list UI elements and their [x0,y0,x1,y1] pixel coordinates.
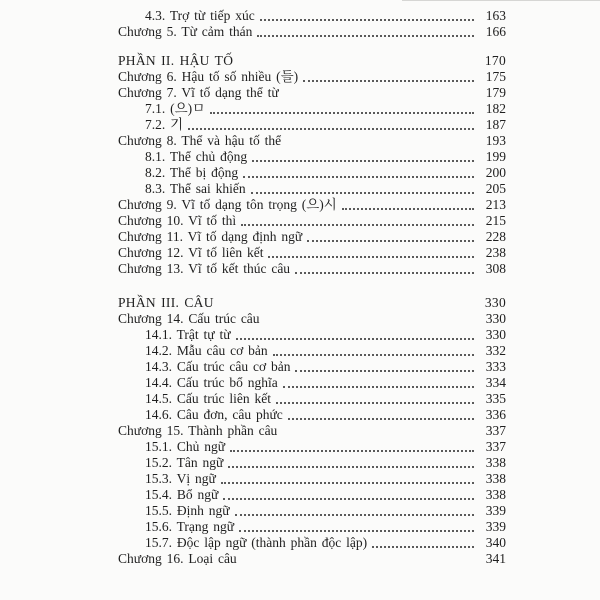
toc-entry [118,343,506,359]
toc-entry [118,295,506,311]
toc-entry-page: 339 [485,519,506,534]
toc-entry-page: 340 [485,535,506,550]
toc-entry-title: 14.4. Cấu trúc bổ nghĩa [145,375,278,390]
toc-entry-title: Chương 13. Vĩ tố kết thúc câu [118,261,291,276]
toc-entry-title: 15.3. Vị ngữ [145,471,216,486]
toc-entry-title: 14.5. Cấu trúc liên kết [145,391,271,406]
toc-entry-title: 7.1. (으)ㅁ [145,101,206,116]
toc-entry [118,181,506,197]
toc-entry-title: 7.2. 기 [145,117,184,132]
dot-leader [303,80,474,82]
toc-entry-page: 338 [485,471,506,486]
toc-entry-page: 337 [485,439,506,454]
dot-leader [210,112,474,114]
dot-leader [221,482,474,484]
dot-leader [230,450,474,452]
dot-leader [257,35,474,37]
toc-entry-title: 15.1. Chủ ngữ [145,439,226,454]
toc-entry [118,487,506,503]
toc-entry [118,69,506,85]
toc-entry [118,391,506,407]
toc-entry [118,149,506,165]
section-gap [118,40,506,53]
toc-entry-title: Chương 7. Vĩ tố dạng thể từ [118,85,279,100]
toc-entry-title: 15.7. Độc lập ngữ (thành phần độc lập) [145,535,368,550]
toc-entry-title: 14.1. Trật tự từ [145,327,231,342]
toc-entry-page: 337 [485,423,506,438]
toc-entry [118,197,506,213]
scan-edge-artifact [402,0,600,1]
toc-entry-page: 339 [485,503,506,518]
toc-entry-page: 338 [485,455,506,470]
toc-entry-page: 334 [485,375,506,390]
toc-entry-title: 15.4. Bổ ngữ [145,487,219,502]
toc-entry-title: 14.3. Cấu trúc câu cơ bản [145,359,291,374]
toc-entry [118,359,506,375]
toc-entry-page: 182 [485,101,506,116]
toc-entry [118,165,506,181]
toc-entry-page: 205 [485,181,506,196]
toc-entry [118,213,506,229]
toc-entry [118,375,506,391]
dot-leader [223,498,474,500]
toc-entry [118,117,506,133]
toc-entry-page: 215 [485,213,506,228]
toc-entry [118,85,506,101]
toc-entry [118,423,506,439]
toc-entry [118,503,506,519]
toc-entry [118,101,506,117]
dot-leader [252,160,474,162]
dot-leader [283,386,474,388]
toc-entry-page: 175 [485,69,506,84]
toc-entry-title: 8.3. Thể sai khiến [145,181,246,196]
toc-entry [118,8,506,24]
toc-entry-title: 15.2. Tân ngữ [145,455,224,470]
toc-entry-page: 200 [485,165,506,180]
toc-entry-page: 179 [485,85,506,100]
dot-leader [276,402,474,404]
toc-entry-title: 14.6. Câu đơn, câu phức [145,407,283,422]
toc-entry-title: Chương 5. Từ cảm thán [118,24,253,39]
toc-entry-page: 330 [485,327,506,342]
toc-entry [118,439,506,455]
toc-entry-page: 199 [485,149,506,164]
toc-entry-title: Chương 15. Thành phần câu [118,423,278,438]
toc-entry-page: 333 [485,359,506,374]
toc-entry [118,133,506,149]
toc-entry-title: PHẦN II. HẬU TỐ [118,53,234,68]
dot-leader [241,224,474,226]
toc-entry-page: 330 [485,311,506,326]
toc-entry-title: 15.6. Trạng ngữ [145,519,235,534]
toc-entry-page: 332 [485,343,506,358]
toc-entry-page: 336 [485,407,506,422]
table-of-contents [118,2,506,567]
dot-leader [260,19,474,21]
dot-leader [288,418,474,420]
toc-entry-page: 330 [484,295,506,310]
toc-entry-page: 166 [485,24,506,39]
dot-leader [236,338,474,340]
toc-entry-title: Chương 10. Vĩ tố thì [118,213,237,228]
toc-entry [118,245,506,261]
toc-entry-title: Chương 9. Vĩ tố dạng tôn trọng (으)시 [118,197,337,212]
toc-entry-title: Chương 6. Hậu tố số nhiều (들) [118,69,299,84]
toc-entry-page: 187 [485,117,506,132]
toc-entry-page: 213 [485,197,506,212]
toc-entry-title: Chương 8. Thể và hậu tố thể [118,133,282,148]
toc-entry-title: Chương 12. Vĩ tố liên kết [118,245,264,260]
toc-entry-page: 335 [485,391,506,406]
toc-entry-title: 14.2. Mẫu câu cơ bản [145,343,268,358]
toc-entry-title: Chương 16. Loại câu [118,551,237,566]
toc-entry [118,53,506,69]
dot-leader [228,466,474,468]
toc-entry [118,407,506,423]
toc-entry [118,229,506,245]
toc-entry-title: Chương 14. Cấu trúc câu [118,311,260,326]
dot-leader [268,256,474,258]
toc-entry-page: 238 [485,245,506,260]
toc-entry-page: 163 [485,8,506,23]
toc-entry-page: 341 [485,551,506,566]
toc-entry [118,327,506,343]
dot-leader [239,530,474,532]
dot-leader [295,272,474,274]
section-gap [118,277,506,295]
toc-entry [118,261,506,277]
dot-leader [251,192,474,194]
toc-entry-title: 15.5. Định ngữ [145,503,230,518]
toc-entry-title: 8.1. Thể chủ động [145,149,248,164]
dot-leader [342,208,474,210]
toc-entry-title: 4.3. Trợ từ tiếp xúc [145,8,255,23]
toc-entry [118,471,506,487]
toc-entry [118,455,506,471]
toc-entry-page: 338 [485,487,506,502]
toc-entry-page: 193 [485,133,506,148]
toc-entry-title: 8.2. Thể bị động [145,165,239,180]
toc-entry [118,519,506,535]
dot-leader [273,354,474,356]
dot-leader [295,370,474,372]
toc-entry-page: 308 [485,261,506,276]
toc-entry-title: Chương 11. Vĩ tố dạng định ngữ [118,229,303,244]
toc-entry-title: PHẦN III. CÂU [118,295,214,310]
dot-leader [243,176,474,178]
dot-leader [235,514,474,516]
dot-leader [188,128,474,130]
dot-leader [372,546,474,548]
toc-entry-page: 228 [485,229,506,244]
toc-entry [118,24,506,40]
toc-entry [118,551,506,567]
toc-entry [118,311,506,327]
toc-entry [118,535,506,551]
toc-entry-page: 170 [484,53,506,68]
dot-leader [307,240,474,242]
